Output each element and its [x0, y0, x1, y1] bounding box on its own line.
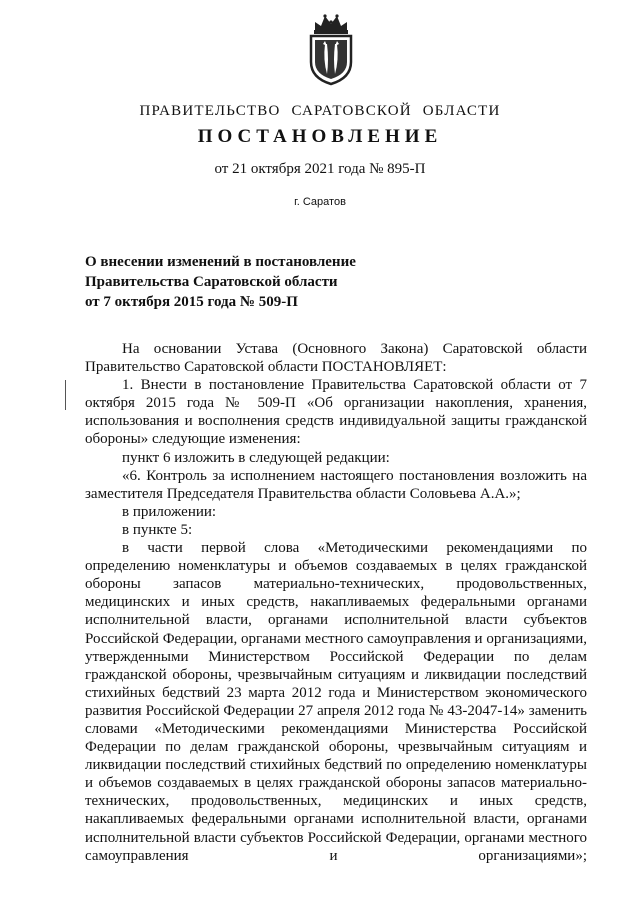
body-paragraph: На основании Устава (Основного Закона) Саратовской области Правительство Саратовской области ПОСТАНОВЛЯЕТ:	[85, 341, 587, 376]
body-paragraph: в пункте 5:	[122, 521, 193, 538]
subject-line: от 7 октября 2015 года № 509-П	[85, 294, 298, 310]
body-paragraph: «6. Контроль за исполнением настоящего постановления возложить на заместителя Председателя Правительства области Соловьева А.А.»;	[85, 467, 587, 502]
subject-line: О внесении изменений в постановление	[85, 254, 356, 270]
document-type-title: ПОСТАНОВЛЕНИЕ	[197, 126, 443, 147]
document-date-number: от 21 октября 2021 года № 895-П	[214, 161, 426, 177]
document-city: г. Саратов	[294, 196, 346, 208]
body-paragraph: в приложении:	[122, 503, 217, 520]
coat-of-arms-icon	[303, 12, 359, 86]
government-name: ПРАВИТЕЛЬСТВО САРАТОВСКОЙ ОБЛАСТИ	[139, 103, 501, 119]
document-subject	[85, 252, 505, 312]
document-body	[85, 340, 587, 865]
body-paragraph: в части первой слова «Методическими рекомендациями по определению номенклатуры и объемов создаваемых в целях гражданской обороны запасов материально-технических, продовольственных, медицинских и иных средств, накапливаемых федеральными органами исполнительной власти, органами исполнительной власти субъектов Российской Федерации, органами местного самоуправления и организациями, утвержденными Министерством Российской Федерации по делам гражданской обороны, чрезвычайным ситуациям и ликвидации последствий стихийных бедствий 23 марта 2012 года и Министерством экономического развития Российской Федерации 27 апреля 2012 года № 43-2047-14» заменить словами «Методическими рекомендациями Министерства Российской Федерации по делам гражданской обороны, чрезвычайным ситуациям и ликвидации последствий стихийных бедствий по определению номенклатуры и объемов создаваемых в целях гражданской обороны запасов материально-технических, продовольственных, медицинских и иных средств, накапливаемых федеральными органами исполнительной власти, органами исполнительной власти субъектов Российской Федерации, органами местного самоуправления и организациями»;	[85, 540, 587, 864]
body-paragraph: 1. Внести в постановление Правительства Саратовской области от 7 октября 2015 года № 509-П «Об организации накопления, хранения, использования и восполнения средств индивидуальной защиты гражданской обороны» следующие изменения:	[85, 377, 587, 448]
margin-mark	[65, 380, 66, 410]
body-paragraph: пункт 6 изложить в следующей редакции:	[122, 449, 390, 466]
subject-line: Правительства Саратовской области	[85, 274, 338, 290]
